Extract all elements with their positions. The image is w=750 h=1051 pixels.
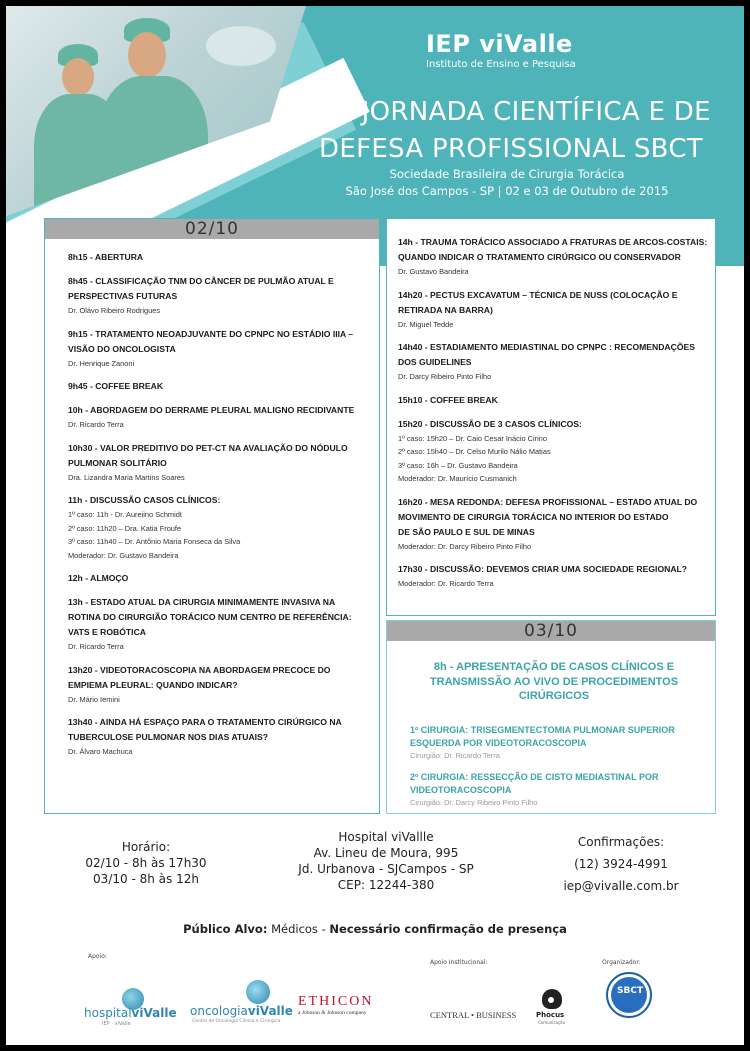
hours-label: Horário: [121, 840, 171, 854]
schedule-item [398, 562, 713, 591]
event-title [296, 94, 726, 168]
day1-schedule-continued [398, 235, 713, 600]
contact-info [546, 831, 696, 897]
session-title: 8h15 - ABERTURA [68, 252, 144, 262]
day1-schedule [68, 250, 368, 768]
surgery-item [410, 771, 710, 808]
event-org: Sociedade Brasileira de Cirurgia Torácica [389, 167, 625, 181]
session-speaker: Dr. Darcy Ribeiro Pinto Filho [398, 372, 492, 381]
hospital-vivalle-logo [84, 988, 184, 1028]
surgical-lamp [206, 26, 276, 66]
day2-heading [404, 660, 704, 704]
venue-line: Jd. Urbanova - SJCampos - SP [298, 862, 474, 876]
session-speaker: 2º caso: 15h40 – Dr. Celso Murilo Nálio Matias [398, 447, 551, 456]
session-title: VATS E ROBÓTICA [68, 627, 146, 637]
session-title: 15h20 - DISCUSSÃO DE 3 CASOS CLÍNICOS: [398, 418, 582, 429]
day1-header: 02/10 [45, 219, 379, 239]
surgeon-head-right [128, 32, 166, 78]
session-speaker: Dr. Mário Iemini [68, 694, 120, 704]
surgery-title: 2º CIRURGIA: RESSECÇÃO DE CISTO MEDIASTINAL POR [410, 772, 659, 782]
session-speaker: Dr. Álvaro Machuca [68, 747, 133, 756]
session-speaker: Dr. Miguel Tedde [398, 319, 454, 329]
session-title: DOS GUIDELINES [398, 357, 472, 367]
session-title: 14h - TRAUMA TORÁCICO ASSOCIADO A FRATURAS DE ARCOS-COSTAIS: [398, 237, 708, 247]
event-subtitle [322, 166, 692, 200]
audience-separator: - [321, 922, 326, 936]
event-title-line1: VIII JORNADA CIENTÍFICA E DE [311, 97, 711, 127]
target-audience [6, 922, 744, 936]
session-speaker: Dr. Henrique Zanoni [68, 358, 135, 368]
hospital-logo-tagline: IEP · viValle [102, 1021, 131, 1027]
schedule-item [68, 571, 368, 586]
day2-heading-line: 8h - APRESENTAÇÃO DE CASOS CLÍNICOS E [433, 661, 675, 673]
session-title: ROTINA DO CIRURGIÃO TORÁCICO NUM CENTRO DE REFERÊNCIA: [68, 612, 352, 622]
session-speaker: Moderador: Dr. Ricardo Terra [398, 579, 494, 588]
ethicon-tagline: a Johnson & Johnson company [298, 1010, 367, 1016]
ethicon-logo [298, 994, 390, 1020]
logo-subtitle: Instituto de Ensino e Pesquisa [426, 59, 576, 70]
session-title: 15h10 - COFFEE BREAK [398, 394, 498, 405]
schedule-item [398, 495, 713, 554]
session-speaker: Moderador: Dr. Darcy Ribeiro Pinto Filho [398, 541, 532, 551]
day2-heading-line: CIRÚRGICOS [518, 690, 590, 702]
contact-email[interactable]: iep@vivalle.com.br [563, 879, 679, 893]
session-speaker: Dr. Ricardo Terra [68, 420, 124, 429]
surgeon-name: Cirurgião: Dr. Ricardo Terra [410, 751, 500, 760]
phocus-tagline: Comunicação [538, 1020, 566, 1025]
day2-header: 03/10 [387, 621, 715, 641]
session-speaker: 1º caso: 11h - Dr. Aureiino Schmidt [68, 510, 182, 519]
session-title: 13h40 - AINDA HÁ ESPAÇO PARA O TRATAMENTO CIRÚRGICO NA [68, 717, 342, 727]
session-speaker: Dra. Lizandra Maria Martins Soares [68, 472, 185, 482]
phocus-logo [532, 989, 576, 1031]
oncologia-vivalle-logo [190, 980, 298, 1026]
session-speaker: Moderador: Dr. Maurício Cusmanich [398, 474, 517, 483]
venue-line: CEP: 12244-380 [337, 878, 435, 892]
ethicon-wordmark: ETHICON [298, 994, 374, 1009]
surgery-item [410, 724, 710, 761]
session-title: 14h40 - ESTADIAMENTO MEDIASTINAL DO CPNPC : RECOMENDAÇÕES [398, 342, 695, 352]
hours-line: 02/10 - 8h às 17h30 [85, 856, 207, 870]
sbct-year: 1997 [622, 1008, 633, 1013]
schedule-item [68, 441, 368, 485]
session-speaker: Moderador: Dr. Gustavo Bandeira [68, 550, 179, 560]
session-speaker: Dr. Olávo Ribeiro Rodrigues [68, 306, 161, 315]
oncologia-logo-part: oncologia [190, 1004, 248, 1018]
schedule-item [68, 715, 368, 759]
schedule-item [398, 340, 713, 384]
sbct-wordmark: SBCT [617, 986, 644, 996]
confirm-label: Confirmações: [577, 835, 665, 849]
contact-phone[interactable]: (12) 3924-4991 [574, 857, 668, 871]
oncologia-logo-tagline: Centro de Oncologia Clínica e Cirúrgica [192, 1019, 281, 1024]
session-title: PERSPECTIVAS FUTURAS [68, 291, 178, 301]
poster [6, 6, 744, 1045]
session-title: 16h20 - MESA REDONDA: DEFESA PROFISSIONAL – ESTADO ATUAL DO [398, 496, 698, 507]
session-title: RETIRADA NA BARRA) [398, 304, 493, 315]
oncologia-globe-icon [246, 980, 270, 1004]
sbct-seal [606, 972, 652, 1018]
hours-line: 03/10 - 8h às 12h [93, 872, 199, 886]
confirmation-required: Necessário confirmação de presença [329, 922, 567, 936]
surgeon-name: Cirurgião: Dr. Darcy Ribeiro Pinto Filho [410, 798, 538, 807]
phocus-wordmark: Phocus [536, 1011, 565, 1019]
hospital-logo-part: hospital [84, 1006, 132, 1020]
logo-text: IEP viValle [426, 30, 573, 58]
organizer-label: Organizador: [602, 959, 641, 966]
audience-label: Público Alvo: [183, 922, 268, 936]
session-title: 9h45 - COFFEE BREAK [68, 381, 164, 391]
schedule-item [398, 417, 713, 486]
session-title: QUANDO INDICAR O TRATAMENTO CIRÚRGICO OU CONSERVADOR [398, 252, 681, 262]
session-title: 12h - ALMOÇO [68, 573, 129, 583]
session-title: VISÃO DO ONCOLOGISTA [68, 343, 176, 354]
iep-vivalle-logo [426, 30, 626, 74]
schedule-item [68, 250, 368, 265]
audience-value: Médicos [271, 922, 318, 936]
schedule-item [398, 235, 713, 279]
session-speaker: 1º caso: 15h20 – Dr. Caio Cesar Inácio Cirino [398, 433, 547, 443]
session-speaker: 3º caso: 16h – Dr. Gustavo Bandeira [398, 460, 518, 470]
central-business-logo: CENTRAL • BUSINESS [430, 1010, 517, 1020]
institutional-support-label: Apoio Institucional: [430, 959, 488, 966]
surgeon-head-left [62, 58, 94, 96]
session-title: PULMONAR SOLITÁRIO [68, 457, 167, 468]
session-speaker: Dr. Gustavo Bandeira [398, 267, 469, 276]
session-title: EMPIEMA PLEURAL: QUANDO INDICAR? [68, 679, 238, 690]
session-title: TUBERCULOSE PULMONAR NOS DIAS ATUAIS? [68, 732, 269, 742]
session-title: 13h - ESTADO ATUAL DA CIRURGIA MINIMAMENTE INVASIVA NA [68, 597, 336, 607]
session-title: 9h15 - TRATAMENTO NEOADJUVANTE DO CPNPC NO ESTÁDIO IIIA – [68, 328, 354, 339]
session-title: 11h - DISCUSSÃO CASOS CLÍNICOS: [68, 495, 221, 505]
venue-line: Av. Lineu de Moura, 995 [313, 846, 459, 860]
hospital-logo-part: viValle [131, 1006, 177, 1020]
schedule-item [68, 493, 368, 562]
session-title: 10h - ABORDAGEM DO DERRAME PLEURAL MALIGNO RECIDIVANTE [68, 405, 355, 415]
schedule-item [68, 403, 368, 432]
session-title: MOVIMENTO DE CIRURGIA TORÁCICA NO INTERIOR DO ESTADO [398, 511, 669, 522]
schedule-item [68, 595, 368, 654]
schedule-item [68, 663, 368, 707]
session-title: DE SÃO PAULO E SUL DE MINAS [398, 526, 535, 537]
event-location-date: São José dos Campos - SP | 02 e 03 de Outubro de 2015 [345, 184, 669, 198]
venue-name: Hospital viVallle [338, 830, 434, 844]
phocus-eye-icon [548, 997, 554, 1003]
schedule-item [398, 288, 713, 332]
surgery-title: 1º CIRURGIA: TRISEGMENTECTOMIA PULMONAR SUPERIOR [410, 725, 675, 735]
session-title: 10h30 - VALOR PREDITIVO DO PET-CT NA AVALIAÇÃO DO NÓDULO [68, 442, 348, 453]
session-title: 13h20 - VIDEOTORACOSCOPIA NA ABORDAGEM PRECOCE DO [68, 664, 331, 675]
session-speaker: 3º caso: 11h40 – Dr. Antônio Maria Fonseca da Silva [68, 537, 241, 546]
session-title: 14h20 - PECTUS EXCAVATUM – TÉCNICA DE NUSS (COLOCAÇÃO E [398, 289, 678, 300]
session-speaker: Dr. Ricardo Terra [68, 642, 124, 651]
schedule-item [398, 393, 713, 408]
oncologia-logo-part: viValle [247, 1004, 293, 1018]
day2-heading-line: TRANSMISSÃO AO VIVO DE PROCEDIMENTOS [429, 675, 679, 688]
event-title-line2: DEFESA PROFISSIONAL SBCT [319, 134, 703, 164]
schedule-item [68, 379, 368, 394]
session-speaker: 2º caso: 11h20 – Dra. Katia Froufe [68, 523, 182, 533]
support-label: Apoio: [88, 953, 107, 960]
schedule-hours [66, 839, 226, 887]
schedule-item [68, 274, 368, 318]
session-title: 17h30 - DISCUSSÃO: DEVEMOS CRIAR UMA SOCIEDADE REGIONAL? [398, 564, 688, 574]
surgery-title: VIDEOTORACOSCOPIA [410, 785, 512, 795]
venue-address [296, 829, 476, 893]
schedule-item [68, 327, 368, 371]
session-title: 8h45 - CLASSIFICAÇÃO TNM DO CÂNCER DE PULMÃO ATUAL E [68, 276, 334, 286]
surgery-title: ESQUERDA POR VIDEOTORACOSCOPIA [410, 738, 587, 748]
